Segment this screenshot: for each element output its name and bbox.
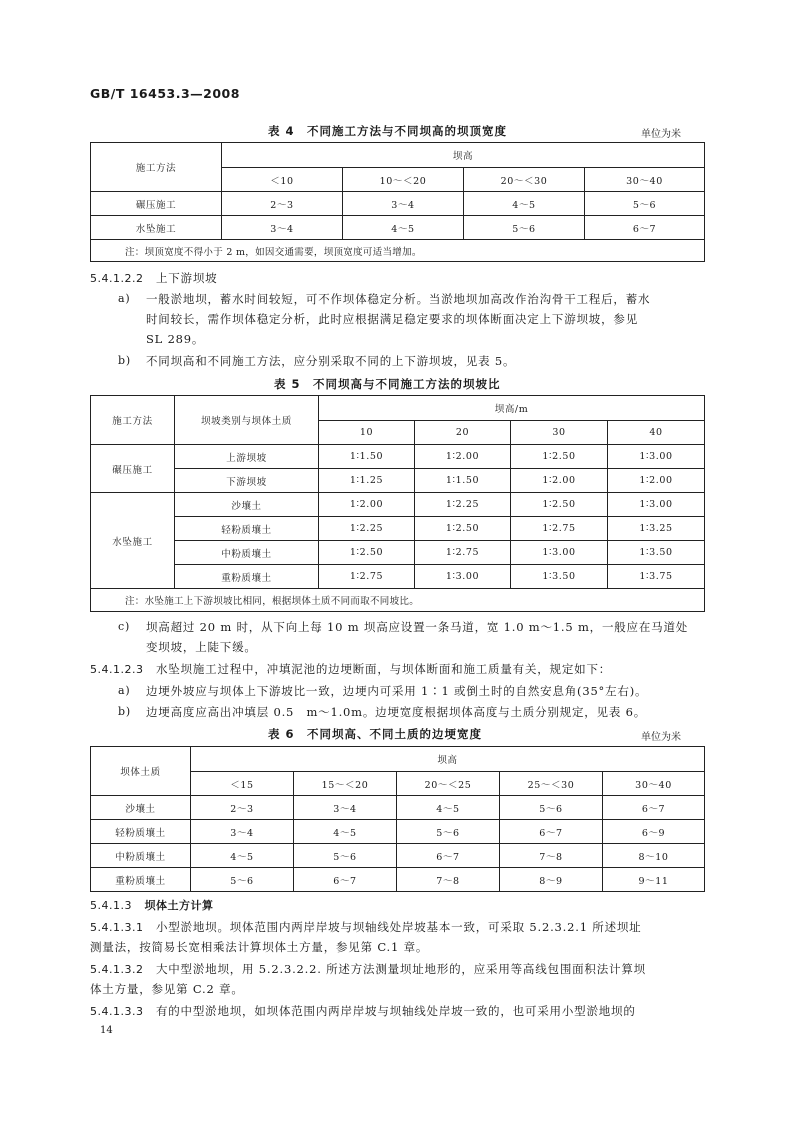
paragraph-line <box>90 918 641 937</box>
table-cell: 4～5 <box>464 192 585 216</box>
table-row <box>91 844 705 868</box>
table-cell: 5～6 <box>464 216 585 240</box>
table-cell: 1∶3.00 <box>415 565 511 589</box>
table6-height: 15～＜20 <box>294 772 397 796</box>
table-cell: 3～4 <box>222 216 343 240</box>
table-cell: 2～3 <box>222 192 343 216</box>
table-cell: 1∶1.25 <box>319 469 415 493</box>
table-row <box>91 192 705 216</box>
table-cell: 1∶2.25 <box>319 517 415 541</box>
table5-header-method: 施工方法 <box>91 396 175 445</box>
table-cell: 6～7 <box>294 868 397 892</box>
section-5-4-1-2-3 <box>90 660 611 679</box>
paragraph-line: 体土方量，参见第 C.2 章。 <box>90 982 244 996</box>
section-number: 5.4.1.3.2 <box>90 963 144 976</box>
table4-height: 10～＜20 <box>343 168 464 192</box>
table-row <box>91 493 705 517</box>
section-5-4-1-3 <box>90 896 213 915</box>
table5-method: 水坠施工 <box>91 493 175 589</box>
item-label: b) <box>118 354 131 367</box>
table4-caption: 表 4 不同施工方法与不同坝高的坝顶宽度 <box>268 124 508 138</box>
table5-height: 30 <box>511 421 608 445</box>
table5 <box>90 395 705 612</box>
paragraph-line: 一般淤地坝，蓄水时间较短，可不作坝体稳定分析。当淤地坝加高改作治沟骨干工程后，蓄水 <box>146 292 651 306</box>
table6-header-height: 坝高 <box>191 747 705 772</box>
table-cell: 5～6 <box>585 192 705 216</box>
table-cell: 4～5 <box>191 844 294 868</box>
section-number: 5.4.1.2.3 <box>90 663 144 676</box>
table-row <box>91 469 705 493</box>
paragraph-line <box>90 1002 636 1021</box>
table6-soil: 沙壤土 <box>91 796 191 820</box>
paragraph-text: 大中型淤地坝，用 5.2.3.2.2. 所述方法测量坝址地形的，应采用等高线包围面积法计算坝 <box>155 962 646 976</box>
table5-type: 上游坝坡 <box>175 445 319 469</box>
table-cell: 1∶1.50 <box>319 445 415 469</box>
table-cell: 1∶1.50 <box>415 469 511 493</box>
paragraph-line <box>90 960 646 979</box>
table5-method: 碾压施工 <box>91 445 175 493</box>
item-label: a) <box>118 292 131 305</box>
table-row <box>91 445 705 469</box>
table-cell: 1∶2.00 <box>608 469 705 493</box>
table-cell: 7～8 <box>500 844 603 868</box>
table4-header-method: 施工方法 <box>91 143 222 192</box>
table-cell: 8～9 <box>500 868 603 892</box>
paragraph-text: 小型淤地坝。坝体范围内两岸岸坡与坝轴线处岸坡基本一致，可采取 5.2.3.2.1 所述坝址 <box>155 920 642 934</box>
table-cell: 1∶3.00 <box>511 541 608 565</box>
table-cell: 1∶2.50 <box>319 541 415 565</box>
table-cell: 6～7 <box>500 820 603 844</box>
table4-unit: 单位为米 <box>641 129 681 140</box>
table-cell: 3～4 <box>343 192 464 216</box>
table4-method: 水坠施工 <box>91 216 222 240</box>
table6-height: 20～＜25 <box>397 772 500 796</box>
table-cell: 1∶2.50 <box>415 517 511 541</box>
table-cell: 1∶3.75 <box>608 565 705 589</box>
table-cell: 1∶2.00 <box>319 493 415 517</box>
table-cell: 7～8 <box>397 868 500 892</box>
table-row <box>91 820 705 844</box>
table-row <box>91 565 705 589</box>
table4-header-height: 坝高 <box>222 143 705 168</box>
table-row <box>91 216 705 240</box>
table6 <box>90 746 705 892</box>
table6-header-soil: 坝体土质 <box>91 747 191 796</box>
table-cell: 1∶2.50 <box>511 445 608 469</box>
table4-height: 30～40 <box>585 168 705 192</box>
paragraph-line: SL 289。 <box>146 332 205 346</box>
table-cell: 6～7 <box>603 796 705 820</box>
table-cell: 9～11 <box>603 868 705 892</box>
table-cell: 2～3 <box>191 796 294 820</box>
table6-height: 25～＜30 <box>500 772 603 796</box>
table5-height: 20 <box>415 421 511 445</box>
table-cell: 4～5 <box>294 820 397 844</box>
table6-caption: 表 6 不同坝高、不同土质的边埂宽度 <box>268 727 483 741</box>
table-cell: 1∶3.50 <box>608 541 705 565</box>
section-title: 上下游坝坡 <box>155 271 218 285</box>
table4-height: 20～＜30 <box>464 168 585 192</box>
table5-type: 下游坝坡 <box>175 469 319 493</box>
paragraph-line: 边埂高度应高出冲填层 0.5 m～1.0m。边埂宽度根据坝体高度与土质分别规定，见表 6。 <box>146 705 647 719</box>
table-cell: 3～4 <box>191 820 294 844</box>
table-cell: 1∶3.50 <box>511 565 608 589</box>
table-row <box>91 796 705 820</box>
paragraph-line: 不同坝高和不同施工方法，应分别采取不同的上下游坝坡，见表 5。 <box>146 354 516 368</box>
standard-header: GB/T 16453.3—2008 <box>90 86 240 101</box>
table6-soil: 重粉质壤土 <box>91 868 191 892</box>
table6-unit: 单位为米 <box>641 732 681 743</box>
table5-header-height: 坝高/m <box>319 396 705 421</box>
table-cell: 4～5 <box>343 216 464 240</box>
table5-type: 重粉质壤土 <box>175 565 319 589</box>
table-row <box>91 541 705 565</box>
section-title: 坝体土方计算 <box>144 899 214 912</box>
section-number: 5.4.1.3.3 <box>90 1005 144 1018</box>
table-row <box>91 517 705 541</box>
table-cell: 1∶3.00 <box>608 445 705 469</box>
table-cell: 4～5 <box>397 796 500 820</box>
item-label: b) <box>118 705 131 718</box>
paragraph-line: 测量法，按简易长宽相乘法计算坝体土方量，参见第 C.1 章。 <box>90 940 429 954</box>
table5-note: 注：水坠施工上下游坝坡比相同，根据坝体土质不同而取不同坡比。 <box>91 589 705 612</box>
table6-soil: 中粉质壤土 <box>91 844 191 868</box>
table4-method: 碾压施工 <box>91 192 222 216</box>
table6-soil: 轻粉质壤土 <box>91 820 191 844</box>
section-number: 5.4.1.3 <box>90 899 132 912</box>
table5-type: 沙壤土 <box>175 493 319 517</box>
section-5-4-1-2-2 <box>90 269 217 288</box>
table-cell: 5～6 <box>500 796 603 820</box>
table6-height: ＜15 <box>191 772 294 796</box>
paragraph-line: 边埂外坡应与坝体上下游坡比一致，边埂内可采用 1∶1 或倒土时的自然安息角(35°左右)。 <box>146 684 648 698</box>
paragraph-line: 水坠坝施工过程中，冲填泥池的边埂断面，与坝体断面和施工质量有关，规定如下： <box>155 662 612 676</box>
table-cell: 1∶2.75 <box>415 541 511 565</box>
paragraph-text: 有的中型淤地坝，如坝体范围内两岸岸坡与坝轴线处岸坡一致的，也可采用小型淤地坝的 <box>155 1004 636 1018</box>
table5-header-type: 坝坡类别与坝体土质 <box>175 396 319 445</box>
table5-type: 轻粉质壤土 <box>175 517 319 541</box>
table4-height: ＜10 <box>222 168 343 192</box>
table-cell: 1∶2.00 <box>511 469 608 493</box>
table-cell: 5～6 <box>397 820 500 844</box>
table-cell: 3～4 <box>294 796 397 820</box>
table-cell: 5～6 <box>191 868 294 892</box>
table-cell: 1∶2.25 <box>415 493 511 517</box>
table-cell: 6～7 <box>585 216 705 240</box>
table5-type: 中粉质壤土 <box>175 541 319 565</box>
table4 <box>90 142 705 262</box>
paragraph-line: 坝高超过 20 m 时，从下向上每 10 m 坝高应设置一条马道，宽 1.0 m～1.5 m，一般应在马道处 <box>146 620 689 634</box>
table5-height: 10 <box>319 421 415 445</box>
item-label: a) <box>118 684 131 697</box>
table4-note: 注：坝顶宽度不得小于 2 m，如因交通需要，坝顶宽度可适当增加。 <box>91 240 705 262</box>
table-cell: 5～6 <box>294 844 397 868</box>
section-number: 5.4.1.2.2 <box>90 272 144 285</box>
table-cell: 1∶2.00 <box>415 445 511 469</box>
item-label: c) <box>118 620 131 633</box>
table-row <box>91 868 705 892</box>
table5-height: 40 <box>608 421 705 445</box>
table5-caption: 表 5 不同坝高与不同施工方法的坝坡比 <box>274 377 501 391</box>
table-cell: 1∶2.50 <box>511 493 608 517</box>
table6-height: 30～40 <box>603 772 705 796</box>
table-cell: 1∶2.75 <box>511 517 608 541</box>
page-number: 14 <box>100 1025 113 1036</box>
table-cell: 1∶3.00 <box>608 493 705 517</box>
table-cell: 6～7 <box>397 844 500 868</box>
table-cell: 1∶3.25 <box>608 517 705 541</box>
section-number: 5.4.1.3.1 <box>90 921 144 934</box>
table-cell: 1∶2.75 <box>319 565 415 589</box>
paragraph-line: 变坝坡，上陡下缓。 <box>146 640 257 654</box>
table-cell: 8～10 <box>603 844 705 868</box>
table-cell: 6～9 <box>603 820 705 844</box>
paragraph-line: 时间较长，需作坝体稳定分析，此时应根据满足稳定要求的坝体断面决定上下游坝坡，参见 <box>146 312 638 326</box>
